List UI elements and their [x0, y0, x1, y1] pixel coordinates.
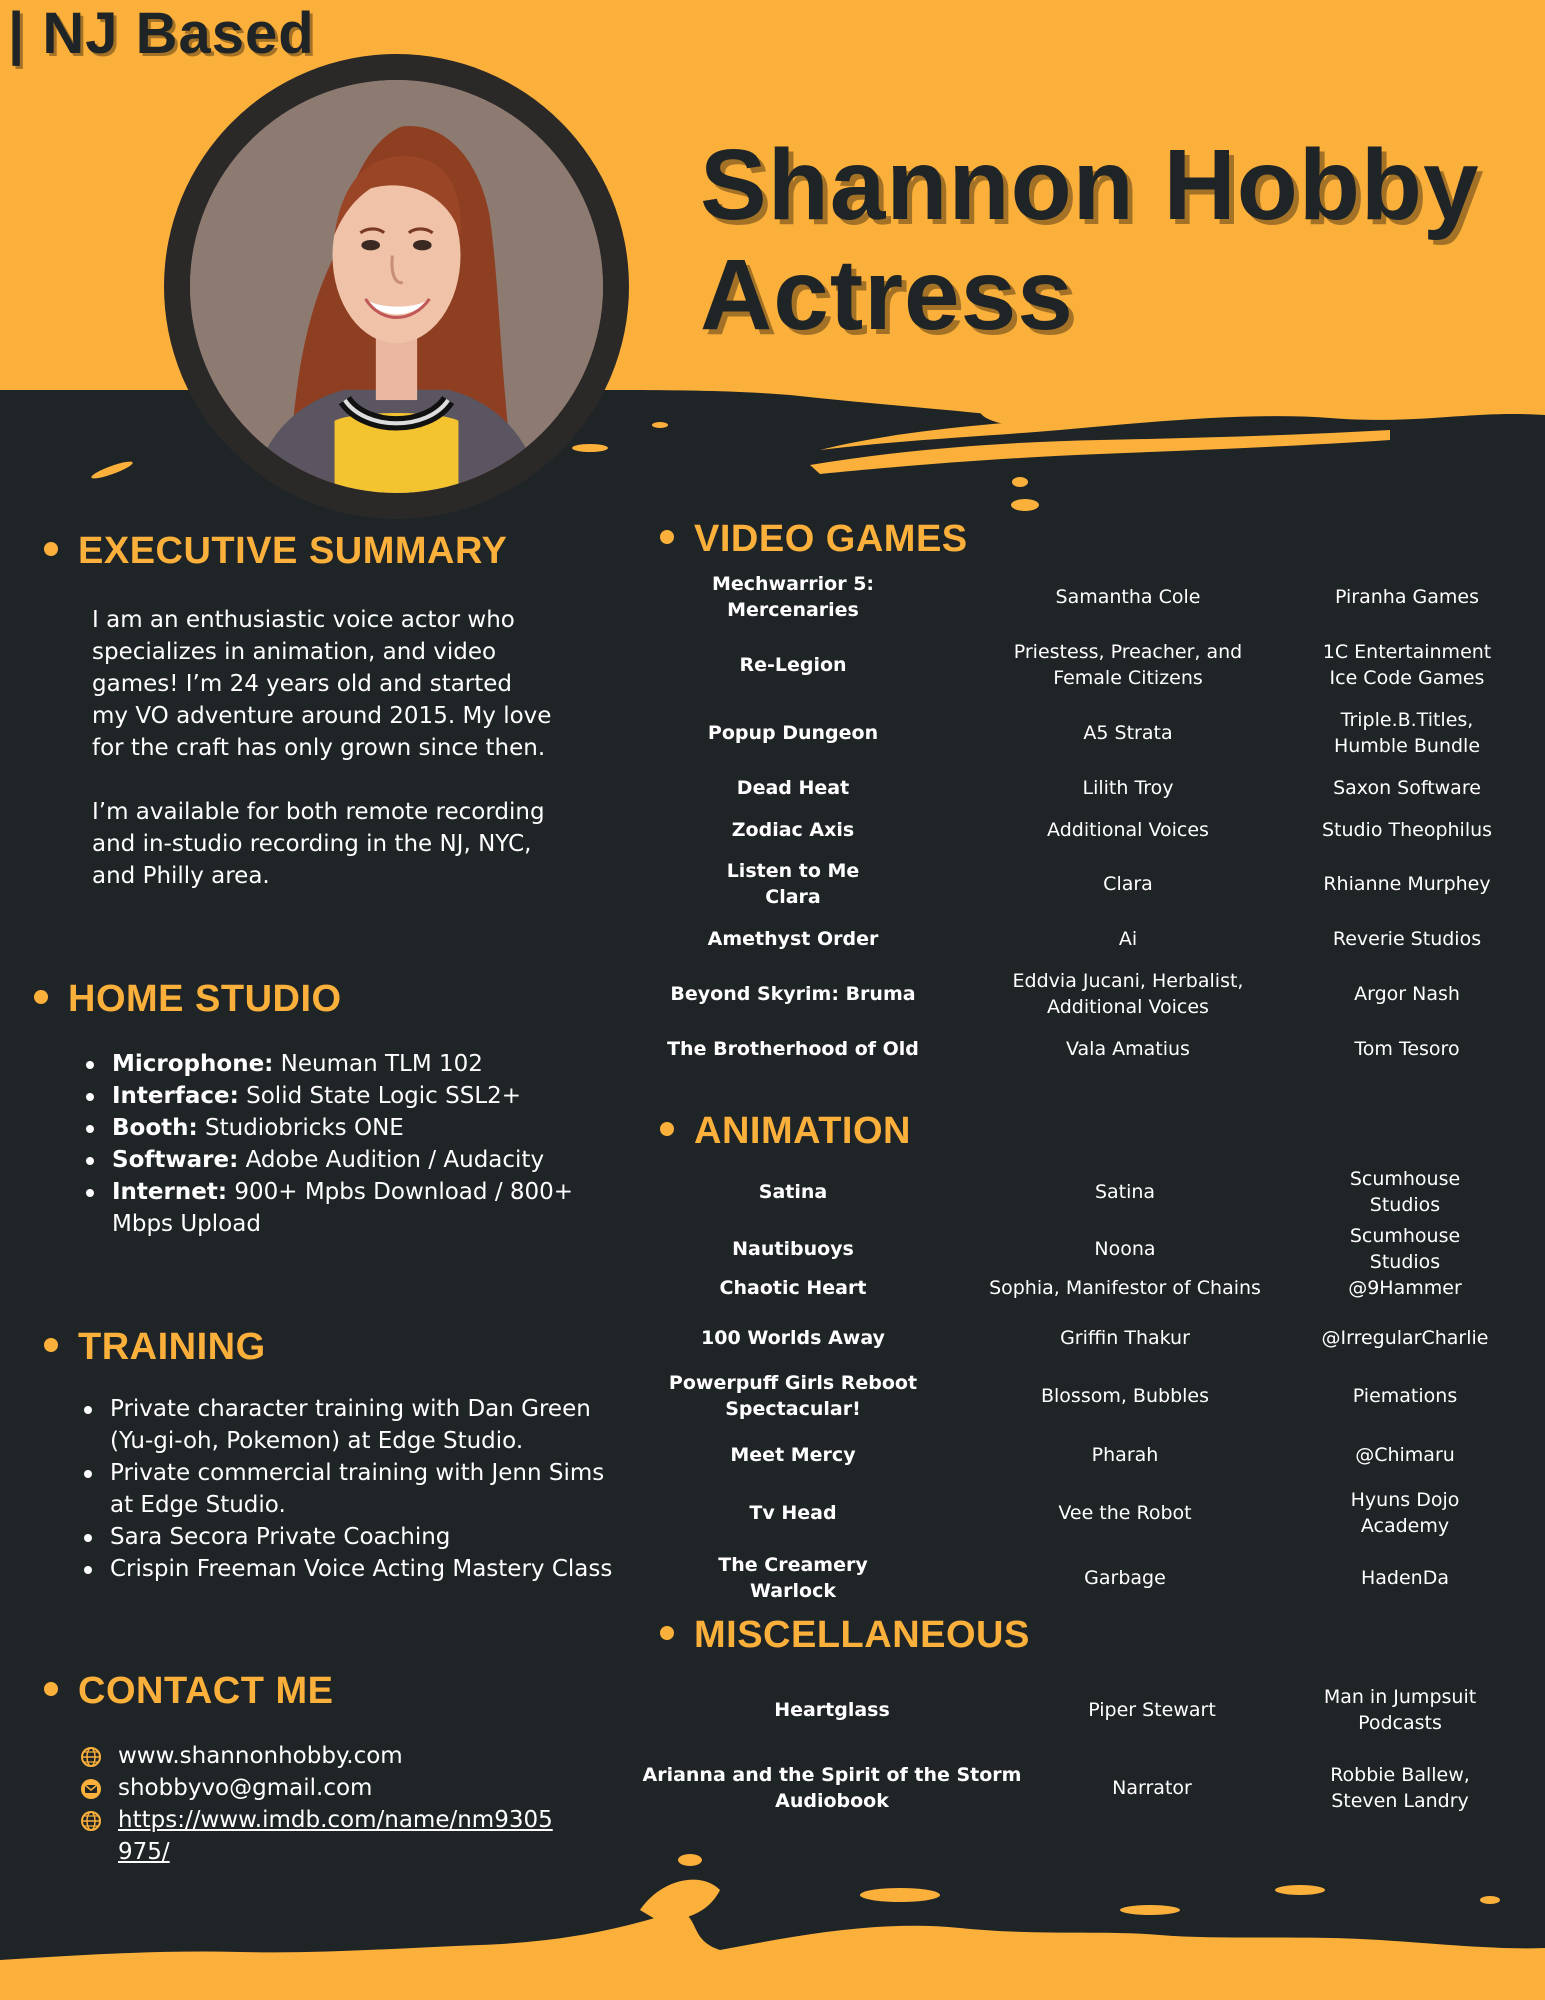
credit-title: Listen to Me Clara: [726, 860, 860, 908]
credit-studio: @IrregularCharlie: [1321, 1327, 1489, 1349]
credit-title: 100 Worlds Away: [701, 1327, 885, 1349]
credit-title: Dead Heat: [736, 777, 850, 799]
training-item: Crispin Freeman Voice Acting Mastery Class: [78, 1553, 628, 1585]
credit-role: Vee the Robot: [1058, 1502, 1192, 1524]
animation-heading: [660, 1110, 911, 1153]
section-title-label: MISCELLANEOUS: [694, 1614, 1030, 1656]
credit-studio: @Chimaru: [1355, 1444, 1455, 1466]
home-studio-heading: [34, 978, 342, 1021]
credit-title: Arianna and the Spirit of the Storm Audiobook: [642, 1764, 1022, 1812]
section-title-label: EXECUTIVE SUMMARY: [78, 530, 508, 572]
credit-studio: Hyuns Dojo Academy: [1350, 1489, 1460, 1537]
miscellaneous-heading: [660, 1614, 1030, 1657]
credit-role: Additional Voices: [1047, 819, 1209, 841]
studio-item-label: Booth:: [112, 1115, 198, 1141]
credit-role: Blossom, Bubbles: [1040, 1385, 1209, 1407]
credit-studio: Triple.B.Titles, Humble Bundle: [1333, 709, 1481, 757]
bullet-dot-icon: [34, 990, 48, 1004]
credit-studio: Rhianne Murphey: [1323, 873, 1491, 895]
credit-role: A5 Strata: [1083, 722, 1173, 744]
bullet-dot-icon: [660, 1626, 674, 1640]
credit-title: The Creamery Warlock: [718, 1554, 868, 1602]
credit-studio: Piranha Games: [1334, 586, 1479, 608]
imdb-link[interactable]: https://www.imdb.com/name/nm9305975/: [118, 1807, 553, 1865]
studio-item-label: Interface:: [112, 1083, 239, 1109]
credit-role: Clara: [1103, 873, 1153, 895]
name-title: [700, 130, 1520, 350]
credit-title: Zodiac Axis: [731, 819, 855, 841]
credit-role: Ai: [1118, 928, 1138, 950]
credit-title: Meet Mercy: [730, 1444, 856, 1466]
executive-summary-body: [92, 604, 552, 924]
credit-title: Amethyst Order: [707, 928, 879, 950]
website-text[interactable]: www.shannonhobby.com: [118, 1743, 403, 1769]
section-title-label: HOME STUDIO: [68, 978, 342, 1020]
credit-title: Satina: [758, 1181, 828, 1203]
credit-studio: Studio Theophilus: [1321, 819, 1493, 841]
credit-role: Piper Stewart: [1088, 1699, 1216, 1721]
credit-title: Mechwarrior 5: Mercenaries: [711, 573, 875, 621]
globe-icon: [80, 1746, 102, 1768]
credit-title: The Brotherhood of Old: [667, 1038, 919, 1060]
credit-studio: @9Hammer: [1348, 1277, 1462, 1299]
actor-name: Shannon Hobby: [700, 129, 1480, 241]
summary-paragraph: I am an enthusiastic voice actor who specializes in animation, and video games! I’m 24 years old and started my VO adventure around 2015. My love for the craft has only grown since then.: [92, 607, 552, 761]
training-item: Sara Secora Private Coaching: [78, 1521, 628, 1553]
studio-item: [80, 1112, 620, 1144]
credit-role: Narrator: [1112, 1777, 1192, 1799]
credit-role: Griffin Thakur: [1060, 1327, 1190, 1349]
credit-role: Samantha Cole: [1055, 586, 1201, 608]
bullet-dot-icon: [44, 542, 58, 556]
executive-summary-heading: [44, 530, 507, 573]
studio-item-value: Studiobricks ONE: [197, 1115, 404, 1141]
studio-item: [80, 1176, 620, 1240]
globe-icon: [80, 1810, 102, 1832]
actor-role: Actress: [700, 239, 1074, 351]
credit-studio: Scumhouse Studios: [1349, 1225, 1461, 1273]
credit-role: Priestess, Preacher, and Female Citizens: [1013, 641, 1243, 689]
credit-title: Beyond Skyrim: Bruma: [670, 983, 916, 1005]
credit-role: Garbage: [1084, 1567, 1166, 1589]
studio-item: [80, 1048, 620, 1080]
credit-studio: Saxon Software: [1333, 777, 1481, 799]
summary-paragraph: I’m available for both remote recording and in-studio recording in the NJ, NYC, and Philly area.: [92, 799, 545, 889]
credit-role: Satina: [1094, 1181, 1156, 1203]
bullet-dot-icon: [44, 1338, 58, 1352]
credit-studio: Scumhouse Studios: [1349, 1168, 1461, 1216]
credit-role: Vala Amatius: [1066, 1038, 1190, 1060]
contact-imdb[interactable]: [80, 1804, 600, 1868]
bullet-dot-icon: [44, 1682, 58, 1696]
credit-title: Powerpuff Girls Reboot Spectacular!: [668, 1372, 918, 1420]
portrait-illustration: [190, 80, 603, 493]
training-item: Private character training with Dan Green (Yu-gi-oh, Pokemon) at Edge Studio.: [78, 1393, 628, 1457]
credit-role: Pharah: [1091, 1444, 1159, 1466]
studio-item-value: Adobe Audition / Audacity: [238, 1147, 545, 1173]
studio-item: [80, 1144, 620, 1176]
video-games-heading: [660, 518, 968, 561]
bullet-dot-icon: [660, 530, 674, 544]
credit-studio: Argor Nash: [1354, 983, 1460, 1005]
home-studio-list: [80, 1048, 620, 1240]
contact-heading: [44, 1670, 334, 1713]
studio-item-value: Neuman TLM 102: [273, 1051, 483, 1077]
contact-list: [80, 1740, 600, 1868]
contact-email[interactable]: [80, 1772, 600, 1804]
credit-title: Re-Legion: [739, 654, 847, 676]
studio-item-label: Microphone:: [112, 1051, 274, 1077]
location-label: | NJ Based: [8, 1, 315, 66]
studio-item: [80, 1080, 620, 1112]
studio-item-label: Software:: [112, 1147, 239, 1173]
credit-studio: Tom Tesoro: [1354, 1038, 1460, 1060]
section-title-label: VIDEO GAMES: [694, 518, 968, 560]
credit-studio: Piemations: [1352, 1385, 1458, 1407]
training-heading: [44, 1326, 266, 1369]
credit-studio: HadenDa: [1361, 1567, 1449, 1589]
studio-item-label: Internet:: [112, 1179, 228, 1205]
portrait-photo: [190, 80, 603, 493]
credit-title: Tv Head: [749, 1502, 837, 1524]
credit-studio: Robbie Ballew, Steven Landry: [1330, 1764, 1470, 1812]
credit-role: Lilith Troy: [1082, 777, 1174, 799]
credit-studio: Man in Jumpsuit Podcasts: [1323, 1686, 1477, 1734]
credit-title: Heartglass: [774, 1699, 890, 1721]
studio-item-value: 900+ Mpbs Download / 800+ Mbps Upload: [112, 1179, 574, 1237]
credit-studio: Reverie Studios: [1332, 928, 1482, 950]
bullet-dot-icon: [660, 1122, 674, 1136]
credit-title: Popup Dungeon: [707, 722, 879, 744]
section-title-label: TRAINING: [78, 1326, 266, 1368]
training-item: Private commercial training with Jenn Sims at Edge Studio.: [78, 1457, 628, 1521]
credit-role: Sophia, Manifestor of Chains: [989, 1277, 1261, 1299]
credit-studio: 1C Entertainment Ice Code Games: [1322, 641, 1492, 689]
section-title-label: ANIMATION: [694, 1110, 911, 1152]
mail-icon: [80, 1778, 102, 1800]
credit-title: Chaotic Heart: [719, 1277, 867, 1299]
training-list: [78, 1393, 628, 1585]
email-text[interactable]: shobbyvo@gmail.com: [118, 1775, 373, 1801]
credit-role: Eddvia Jucani, Herbalist, Additional Voices: [1012, 970, 1244, 1018]
credit-role: Noona: [1094, 1238, 1156, 1260]
section-title-label: CONTACT ME: [78, 1670, 334, 1712]
credit-title: Nautibuoys: [732, 1238, 854, 1260]
contact-website[interactable]: [80, 1740, 600, 1772]
studio-item-value: Solid State Logic SSL2+: [238, 1083, 522, 1109]
